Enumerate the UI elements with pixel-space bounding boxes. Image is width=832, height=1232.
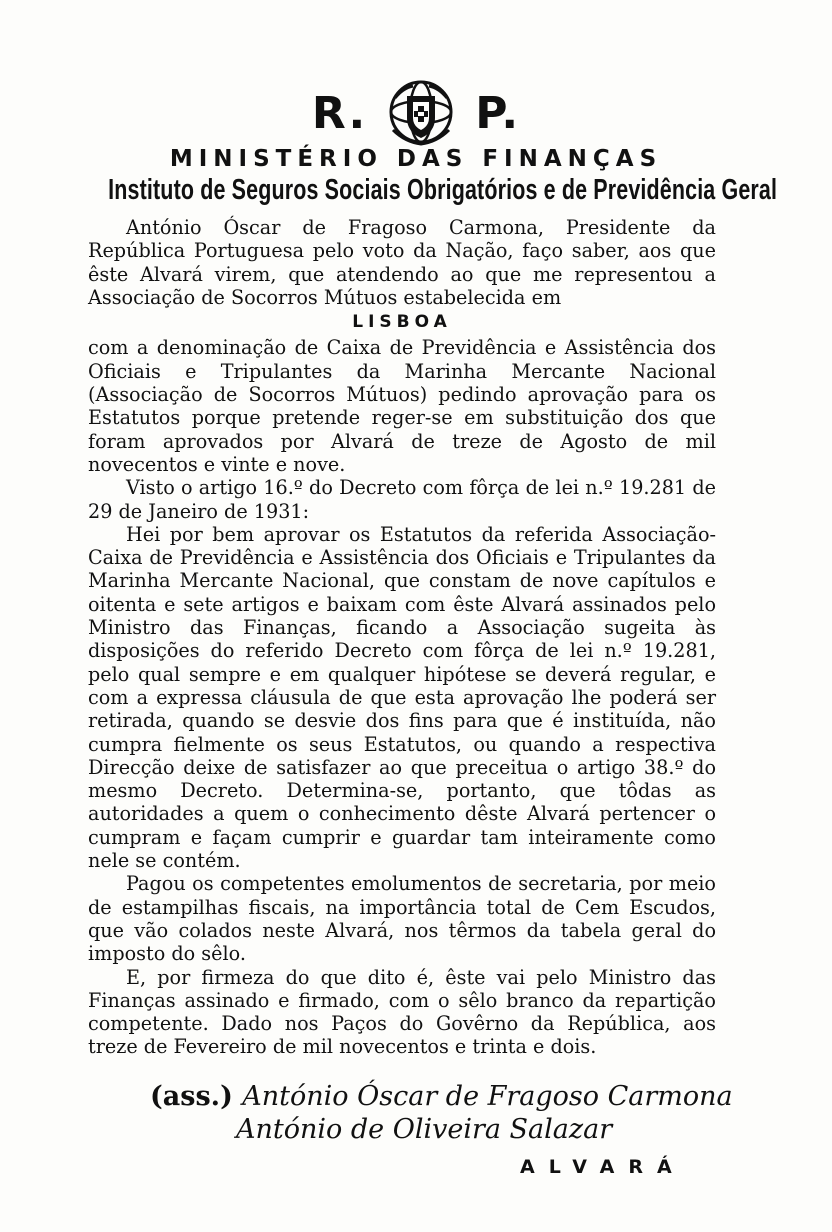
institute-title: Instituto de Seguros Sociais Obrigatórios e de Previdência Geral — [108, 174, 778, 206]
republic-header — [0, 78, 832, 148]
ministry-title: MINISTÉRIO DAS FINANÇAS — [169, 146, 663, 172]
city-name: LISBOA — [352, 312, 452, 333]
signatory-president: António Óscar de Fragoso Carmona — [242, 1081, 733, 1112]
signatory-minister: António de Oliveira Salazar — [236, 1114, 613, 1145]
signature-line-2 — [150, 1113, 750, 1146]
document-body — [88, 216, 716, 1059]
coat-of-arms-icon — [385, 78, 457, 148]
document-type-label: ALVARÁ — [520, 1156, 686, 1178]
paragraph-closing: E, por firmeza do que dito é, êste vai pelo Ministro das Finanças assinado e firmado, com o sêlo branco da repartição competente. Dado nos Paços do Govêrno da República, aos treze de Fevereiro de mil novecentos e trinta e dois. — [88, 965, 716, 1059]
republic-letter-r: R. — [311, 87, 368, 139]
signature-line-1 — [150, 1080, 750, 1113]
paragraph-visto: Visto o artigo 16.º do Decreto com fôrça de lei n.º 19.281 de 29 de Janeiro de 1931: — [88, 476, 716, 523]
paragraph-approval: Hei por bem aprovar os Estatutos da referida Associação-Caixa de Previdência e Assistência dos Oficiais e Tripulantes da Marinha Mercante Nacional, que constam de nove capítulos e oitenta e sete artigos e baixam com êste Alvará assinados pelo Ministro das Finanças, ficando a Associação sugeita às disposições do referido Decreto com fôrça de lei n.º 19.281, pelo qual sempre e em qualquer hipótese se deverá regular, e com a expressa cláusula de que esta aprovação lhe poderá ser retirada, quando se desvie dos fins para que é instituída, não cumpra fielmente os seus Estatutos, ou quando a respectiva Direcção deixe de satisfazer ao que preceitua o artigo 38.º do mesmo Decreto. Determina-se, portanto, que tôdas as autoridades a quem o conhecimento dêste Alvará pertencer o cumpram e façam cumprir e guardar tam inteiramente como nele se contém. — [88, 522, 716, 873]
paragraph-denomination: com a denominação de Caixa de Previdência e Assistência dos Oficiais e Tripulantes da Marinha Mercante Nacional (Associação de Socorros Mútuos) pedindo aprovação para os Estatutos porque pretende reger-se em substituição dos que foram aprovados por Alvará de treze de Agosto de mil novecentos e vinte e nove. — [88, 336, 716, 476]
paragraph-emoluments: Pagou os competentes emolumentos de secretaria, por meio de estampilhas fiscais, na importância total de Cem Escudos, que vão colados neste Alvará, nos têrmos da tabela geral do imposto do sêlo. — [88, 872, 716, 966]
paragraph-intro: António Óscar de Fragoso Carmona, Presidente da República Portuguesa pelo voto da Nação, faço saber, aos que êste Alvará virem, que atendendo ao que me representou a Associação de Socorros Mútuos estabelecida em — [88, 216, 716, 309]
republic-letter-p: P. — [475, 87, 521, 139]
signature-block — [150, 1080, 750, 1146]
signed-marker: (ass.) — [150, 1081, 243, 1112]
